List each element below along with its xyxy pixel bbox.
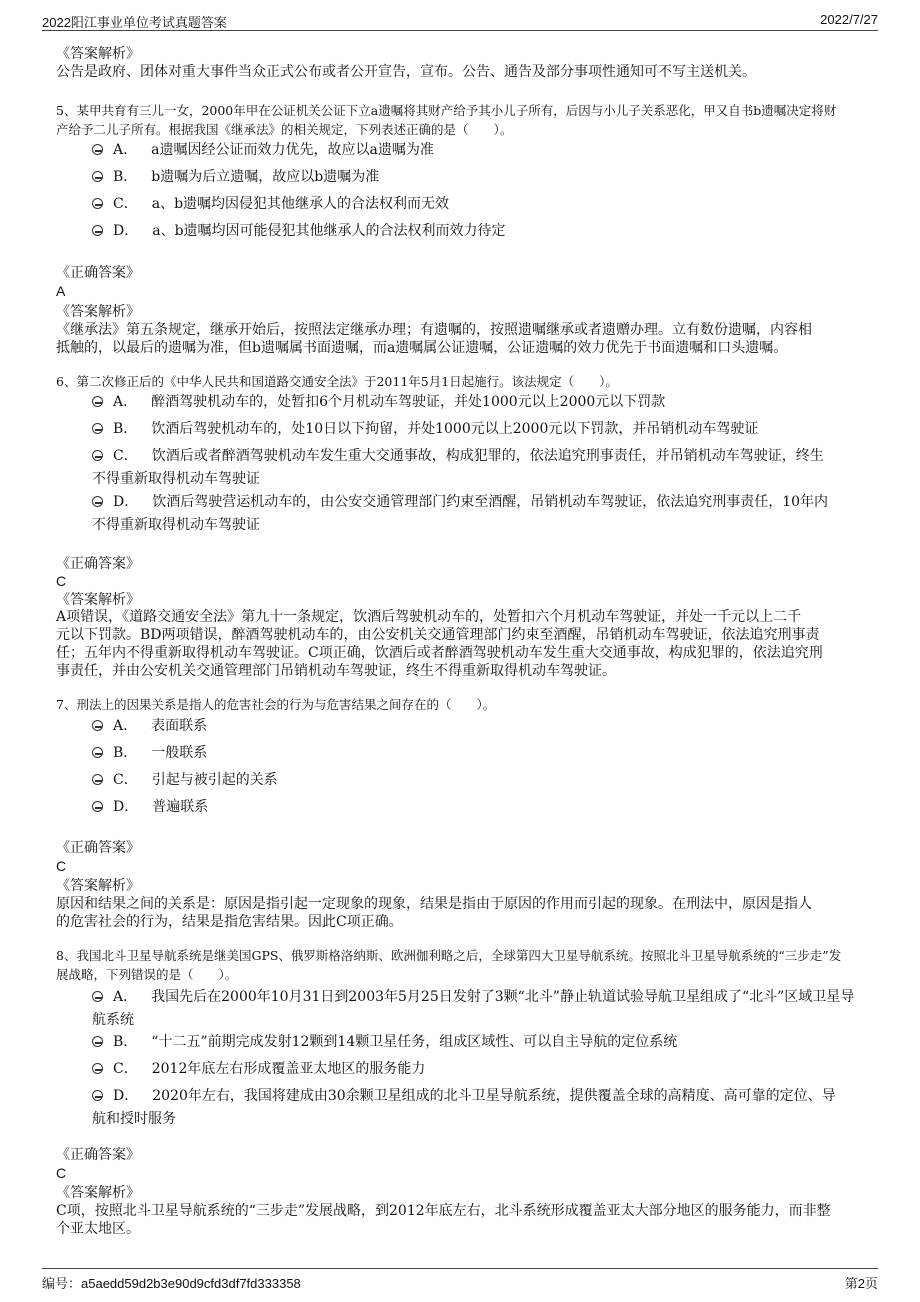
analysis-text: 公告是政府、团体对重大事件当众正式公布或者公开宣告，宣布。公告、通告及部分事项性通知可不写主送机关。 <box>56 64 756 80</box>
radio-icon[interactable] <box>92 774 103 785</box>
analysis-label: 《答案解析》 <box>56 878 140 894</box>
analysis-text: 原因和结果之间的关系是：原因是指引起一定现象的现象，结果是指由于原因的作用而引起的现象。在刑法中，原因是指人 <box>56 896 812 912</box>
q5-option-a[interactable]: A． a遗嘱因经公证而效力优先，故应以a遗嘱为准 <box>92 139 862 162</box>
question-8-text-cont: 展战略，下列错误的是（ ）。 <box>56 967 238 982</box>
radio-icon[interactable] <box>92 450 103 461</box>
question-6-text: 6、第二次修正后的《中华人民共和国道路交通安全法》于2011年5月1日起施行。该法规定（ ）。 <box>56 374 618 389</box>
q5-option-b[interactable]: B． b遗嘱为后立遗嘱，故应以b遗嘱为准 <box>92 166 862 189</box>
q8-option-b[interactable]: B． “十二五”前期完成发射12颗到14颗卫星任务，组成区域性、可以自主导航的定位系统 <box>92 1031 862 1054</box>
question-8-text: 8、我国北斗卫星导航系统是继美国GPS、俄罗斯格洛纳斯、欧洲伽利略之后，全球第四大卫星导航系统。按照北斗卫星导航系统的“三步走”发 <box>56 948 842 963</box>
analysis-text: 《继承法》第五条规定，继承开始后，按照法定继承办理；有遗嘱的，按照遗嘱继承或者遗赠办理。立有数份遗嘱，内容相 <box>56 322 812 338</box>
analysis-text: 抵触的，以最后的遗嘱为准，但b遗嘱属书面遗嘱，而a遗嘱属公证遗嘱，公证遗嘱的效力优先于书面遗嘱和口头遗嘱。 <box>56 340 788 356</box>
page-header <box>42 10 878 31</box>
radio-icon[interactable] <box>92 991 103 1002</box>
analysis-text: 任；五年内不得重新取得机动车驾驶证。C项正确，饮酒后或者醉酒驾驶机动车发生重大交通事故，构成犯罪的，依法追究刑 <box>56 645 823 661</box>
question-7-text: 7、刑法上的因果关系是指人的危害社会的行为与危害结果之间存在的（ ）。 <box>56 697 496 712</box>
q6-option-c-cont: 不得重新取得机动车驾驶证 <box>92 471 260 487</box>
radio-icon[interactable] <box>92 1063 103 1074</box>
correct-answer-label: 《正确答案》 <box>56 1147 140 1163</box>
q6-option-b[interactable]: B． 饮酒后驾驶机动车的，处10日以下拘留，并处1000元以上2000元以下罚款，并吊销机动车驾驶证 <box>92 418 862 441</box>
radio-icon[interactable] <box>92 720 103 731</box>
document-title: 2022阳江事业单位考试真题答案 <box>42 15 227 30</box>
page-footer <box>42 1268 878 1291</box>
radio-icon[interactable] <box>92 496 103 507</box>
analysis-text: 个亚太地区。 <box>56 1221 140 1237</box>
analysis-text: 的危害社会的行为，结果是指危害结果。因此C项正确。 <box>56 914 403 930</box>
radio-icon[interactable] <box>92 747 103 758</box>
q8-option-c[interactable]: C． 2012年底左右形成覆盖亚太地区的服务能力 <box>92 1058 862 1081</box>
q5-option-c[interactable]: C． a、b遗嘱均因侵犯其他继承人的合法权利而无效 <box>92 193 862 216</box>
correct-answer-label: 《正确答案》 <box>56 265 140 281</box>
correct-answer-label: 《正确答案》 <box>56 556 140 572</box>
correct-answer: A <box>56 283 66 299</box>
page-number: 第2页 <box>844 1276 878 1291</box>
correct-answer-label: 《正确答案》 <box>56 840 140 856</box>
radio-icon[interactable] <box>92 225 103 236</box>
analysis-text: A项错误，《道路交通安全法》第九十一条规定，饮酒后驾驶机动车的，处暂扣六个月机动车驾驶证，并处一千元以上二千 <box>56 609 802 625</box>
q7-option-b[interactable]: B． 一般联系 <box>92 742 862 765</box>
document-code: 编号：a5aedd59d2b3e90d9cfd3df7fd333358 <box>42 1276 301 1291</box>
q6-option-d-cont: 不得重新取得机动车驾驶证 <box>92 517 260 533</box>
q6-option-c[interactable]: C． 饮酒后或者醉酒驾驶机动车发生重大交通事故，构成犯罪的，依法追究刑事责任，并吊销机动车驾驶证，终生 <box>92 445 862 468</box>
correct-answer: C <box>56 1165 67 1181</box>
radio-icon[interactable] <box>92 1090 103 1101</box>
radio-icon[interactable] <box>92 396 103 407</box>
q7-option-d[interactable]: D． 普遍联系 <box>92 796 862 819</box>
analysis-label: 《答案解析》 <box>56 304 140 320</box>
analysis-text: 元以下罚款。BD两项错误，醉酒驾驶机动车的，由公安机关交通管理部门约束至酒醒，吊销机动车驾驶证，依法追究刑事责 <box>56 627 820 643</box>
q8-option-d[interactable]: D． 2020年左右，我国将建成由30余颗卫星组成的北斗卫星导航系统，提供覆盖全球的高精度、高可靠的定位、导 <box>92 1085 862 1108</box>
analysis-label: 《答案解析》 <box>56 592 140 608</box>
q7-option-c[interactable]: C． 引起与被引起的关系 <box>92 769 862 792</box>
q5-option-d[interactable]: D． a、b遗嘱均因可能侵犯其他继承人的合法权利而效力待定 <box>92 220 862 243</box>
q6-option-a[interactable]: A． 醉酒驾驶机动车的，处暂扣6个月机动车驾驶证，并处1000元以上2000元以下罚款 <box>92 391 862 414</box>
analysis-text: C项，按照北斗卫星导航系统的“三步走”发展战略，到2012年底左右，北斗系统形成覆盖亚太大部分地区的服务能力，而非整 <box>56 1203 831 1219</box>
q6-option-d[interactable]: D． 饮酒后驾驶营运机动车的，由公安交通管理部门约束至酒醒，吊销机动车驾驶证，依法追究刑事责任，10年内 <box>92 491 862 514</box>
question-5-text-cont: 产给予二儿子所有。根据我国《继承法》的相关规定，下列表述正确的是（ ）。 <box>56 122 513 137</box>
q7-option-a[interactable]: A． 表面联系 <box>92 715 862 738</box>
correct-answer: C <box>56 858 67 874</box>
q8-option-a[interactable]: A． 我国先后在2000年10月31日到2003年5月25日发射了3颗“北斗”静止轨道试验导航卫星组成了“北斗”区域卫星导 <box>92 986 862 1009</box>
analysis-text: 事责任，并由公安机关交通管理部门吊销机动车驾驶证，终生不得重新取得机动车驾驶证。 <box>56 663 616 679</box>
radio-icon[interactable] <box>92 198 103 209</box>
question-5-text: 5、某甲共育有三儿一女，2000年甲在公证机关公证下立a遗嘱将其财产给予其小儿子所有，后因与小儿子关系恶化，甲又自书b遗嘱决定将财 <box>56 103 837 118</box>
radio-icon[interactable] <box>92 801 103 812</box>
q8-option-d-cont: 航和授时服务 <box>92 1111 176 1127</box>
analysis-label: 《答案解析》 <box>56 1185 140 1201</box>
document-date: 2022/7/27 <box>820 12 878 27</box>
q8-option-a-cont: 航系统 <box>92 1012 134 1028</box>
radio-icon[interactable] <box>92 423 103 434</box>
correct-answer: C <box>56 573 67 589</box>
radio-icon[interactable] <box>92 144 103 155</box>
analysis-label: 《答案解析》 <box>56 46 140 62</box>
radio-icon[interactable] <box>92 1036 103 1047</box>
radio-icon[interactable] <box>92 171 103 182</box>
